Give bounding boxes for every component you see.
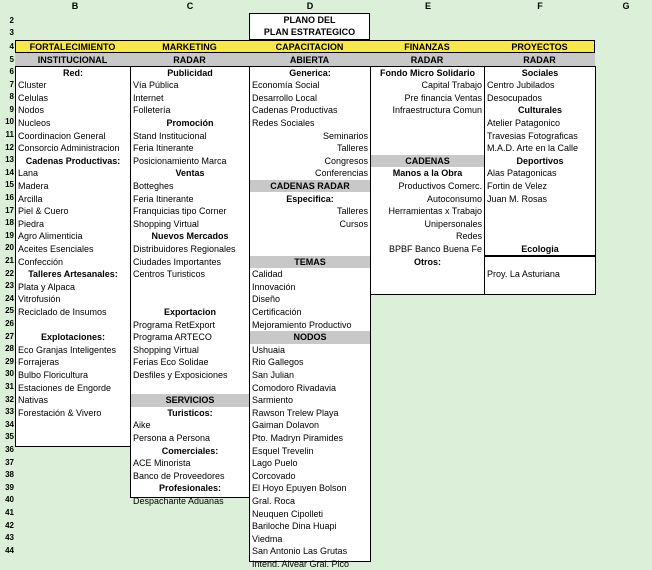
row-number[interactable]: 18 bbox=[5, 218, 14, 228]
cole-cell[interactable]: Productivos Comerc. bbox=[398, 180, 482, 191]
colc-cell[interactable]: Botteghes bbox=[133, 180, 174, 191]
cole-cell[interactable]: Pre financia Ventas bbox=[404, 92, 482, 103]
colf-cell[interactable]: Alas Patagonicas bbox=[487, 168, 557, 179]
colb-cell[interactable]: Forrajeras bbox=[18, 357, 60, 368]
colf-cell[interactable]: Culturales bbox=[517, 105, 562, 116]
row-number[interactable]: 10 bbox=[5, 117, 14, 127]
row-number[interactable]: 37 bbox=[5, 457, 14, 467]
colb-cell[interactable]: Consorcio Administracion bbox=[18, 143, 120, 154]
row-number[interactable]: 44 bbox=[5, 545, 14, 555]
row-number[interactable]: 39 bbox=[5, 482, 14, 492]
row5-f[interactable]: RADAR bbox=[523, 54, 556, 65]
colb-cell[interactable]: Piel & Cuero bbox=[18, 206, 69, 217]
colf-cell[interactable] bbox=[485, 230, 595, 243]
colb-cell[interactable] bbox=[16, 319, 130, 332]
row-number[interactable]: 32 bbox=[5, 394, 14, 404]
colb-cell[interactable]: Cluster bbox=[18, 80, 47, 91]
cole-cell[interactable]: Redes bbox=[455, 231, 482, 242]
cold-cell[interactable]: Sarmiento bbox=[252, 395, 294, 406]
col-header-b[interactable]: B bbox=[71, 1, 79, 11]
colf-cell[interactable]: Centro Jubilados bbox=[487, 80, 555, 91]
row-number[interactable]: 22 bbox=[5, 268, 14, 278]
row-number[interactable]: 34 bbox=[5, 419, 14, 429]
cole-cell[interactable]: CADENAS bbox=[371, 155, 484, 168]
cole-cell[interactable]: Autoconsumo bbox=[426, 193, 482, 204]
cold-cell[interactable]: Gaiman Dolavon bbox=[252, 420, 320, 431]
col-header-e[interactable]: E bbox=[424, 1, 431, 11]
colb-cell[interactable]: Red: bbox=[63, 67, 83, 78]
cold-cell[interactable]: Rawson Trelew Playa bbox=[252, 407, 339, 418]
colb-cell[interactable]: Estaciones de Engorde bbox=[18, 382, 112, 393]
colc-cell[interactable] bbox=[131, 293, 249, 306]
colc-cell[interactable]: Franquicias tipo Corner bbox=[133, 206, 227, 217]
cold-cell[interactable]: TEMAS bbox=[250, 256, 370, 269]
colb-cell[interactable]: Piedra bbox=[18, 218, 45, 229]
cold-cell[interactable]: Intend. Alvear Gral. Pico bbox=[252, 558, 350, 569]
cold-cell[interactable]: Desarrollo Local bbox=[252, 92, 318, 103]
cold-cell[interactable]: Esquel Trevelin bbox=[252, 445, 314, 456]
row5-b[interactable]: INSTITUCIONAL bbox=[37, 54, 108, 65]
colc-cell[interactable]: Programa RetExport bbox=[133, 319, 216, 330]
colc-cell[interactable]: Posicionamiento Marca bbox=[133, 155, 227, 166]
row-number[interactable]: 8 bbox=[9, 92, 14, 102]
cole-cell[interactable]: Infraestructura Comun bbox=[392, 105, 482, 116]
row-number[interactable]: 24 bbox=[5, 293, 14, 303]
cold-cell[interactable]: Bariloche Dina Huapi bbox=[252, 521, 337, 532]
colb-cell[interactable]: Madera bbox=[18, 180, 49, 191]
cold-cell[interactable]: San Antonio Las Grutas bbox=[252, 546, 348, 557]
colc-cell[interactable]: Vía Pública bbox=[133, 80, 179, 91]
colc-cell[interactable]: Ciudades Importantes bbox=[133, 256, 222, 267]
row4-e[interactable]: FINANZAS bbox=[404, 41, 450, 52]
colf-cell[interactable]: Fortin de Velez bbox=[487, 180, 548, 191]
cold-cell[interactable]: Rio Gallegos bbox=[252, 357, 304, 368]
colc-cell[interactable]: Distribuidores Regionales bbox=[133, 243, 236, 254]
colb-cell[interactable]: Nativas bbox=[18, 395, 49, 406]
colb-cell[interactable]: Bulbo Floricultura bbox=[18, 369, 89, 380]
colc-cell[interactable]: Exportacion bbox=[163, 306, 216, 317]
row-number[interactable]: 38 bbox=[5, 470, 14, 480]
colc-cell[interactable]: Ferias Eco Solidae bbox=[133, 357, 209, 368]
colb-cell[interactable]: Reciclado de Insumos bbox=[18, 306, 107, 317]
row-number[interactable]: 14 bbox=[5, 167, 14, 177]
cold-cell[interactable]: CADENAS RADAR bbox=[250, 180, 370, 193]
cold-cell[interactable]: Economía Social bbox=[252, 80, 320, 91]
cold-cell[interactable]: Generica: bbox=[289, 67, 331, 78]
colf-cell[interactable] bbox=[485, 218, 595, 231]
colc-cell[interactable]: ACE Minorista bbox=[133, 458, 191, 469]
row-number[interactable]: 33 bbox=[5, 407, 14, 417]
cold-cell[interactable]: San Julian bbox=[252, 369, 295, 380]
row4-d[interactable]: CAPACITACION bbox=[275, 41, 344, 52]
colf-cell[interactable] bbox=[485, 205, 595, 218]
row-number[interactable]: 15 bbox=[5, 180, 14, 190]
row-number[interactable]: 11 bbox=[5, 130, 14, 139]
colc-cell[interactable]: Feria Itinerante bbox=[133, 193, 194, 204]
row4-c[interactable]: MARKETING bbox=[162, 41, 217, 52]
colf-cell[interactable] bbox=[485, 256, 595, 269]
colb-cell[interactable]: Aceites Esenciales bbox=[18, 243, 94, 254]
row4-b[interactable]: FORTALECIMIENTO bbox=[29, 41, 116, 52]
row-number[interactable]: 20 bbox=[5, 243, 14, 253]
row-number[interactable]: 43 bbox=[5, 533, 14, 543]
row-number[interactable]: 7 bbox=[9, 79, 14, 89]
row4-f[interactable]: PROYECTOS bbox=[511, 41, 568, 52]
colc-cell[interactable]: Turisticos: bbox=[167, 407, 213, 418]
col-header-f[interactable]: F bbox=[537, 1, 543, 11]
row-number[interactable]: 25 bbox=[5, 306, 14, 316]
col-header-d[interactable]: D bbox=[306, 1, 314, 11]
colb-cell[interactable]: Cadenas Productivas: bbox=[25, 155, 121, 166]
row-number[interactable]: 2 bbox=[9, 16, 14, 25]
colc-cell[interactable]: Shopping Virtual bbox=[133, 218, 199, 229]
title-line-2: PLAN ESTRATEGICO bbox=[263, 27, 356, 37]
cold-cell[interactable]: Especifica: bbox=[286, 193, 334, 204]
cole-cell[interactable]: BPBF Banco Buena Fe bbox=[388, 243, 482, 254]
colc-cell[interactable]: Internet bbox=[133, 92, 164, 103]
colb-cell[interactable]: Arcilla bbox=[18, 193, 43, 204]
colf-cell[interactable]: Atelier Patagonico bbox=[487, 117, 561, 128]
row-number[interactable]: 27 bbox=[5, 331, 14, 341]
colc-cell[interactable]: Shopping Virtual bbox=[133, 344, 199, 355]
row-number[interactable]: 42 bbox=[5, 520, 14, 530]
cold-cell[interactable]: Pto. Madryn Piramides bbox=[252, 432, 344, 443]
cold-cell[interactable]: Mejoramiento Productivo bbox=[252, 319, 352, 330]
row5-c[interactable]: RADAR bbox=[173, 54, 206, 65]
cold-cell[interactable]: Diseño bbox=[252, 294, 281, 305]
colc-cell[interactable]: Aike bbox=[133, 420, 151, 431]
cole-cell[interactable] bbox=[371, 130, 484, 143]
cold-cell[interactable]: Cadenas Productivas bbox=[252, 105, 338, 116]
cold-cell[interactable] bbox=[250, 230, 370, 243]
colc-cell[interactable]: Banco de Proveedores bbox=[133, 470, 225, 481]
cole-cell[interactable] bbox=[371, 117, 484, 130]
colb-cell[interactable]: Vitrofusión bbox=[18, 294, 61, 305]
cold-cell[interactable]: Corcovado bbox=[252, 470, 296, 481]
colb-cell[interactable]: Talleres Artesanales: bbox=[28, 269, 118, 280]
colc-cell[interactable] bbox=[131, 382, 249, 395]
cold-cell[interactable]: Innovación bbox=[252, 281, 296, 292]
colc-cell[interactable]: SERVICIOS bbox=[131, 394, 249, 407]
row-number[interactable]: 28 bbox=[5, 344, 14, 354]
colb-cell[interactable]: Coordinacion General bbox=[18, 130, 106, 141]
colc-cell[interactable]: Folletería bbox=[133, 105, 171, 116]
colb-cell[interactable]: Lana bbox=[18, 168, 39, 179]
row-number[interactable]: 17 bbox=[5, 205, 14, 215]
col-header-c[interactable]: C bbox=[186, 1, 194, 11]
colb-cell[interactable]: Celulas bbox=[18, 92, 49, 103]
row-number[interactable]: 21 bbox=[5, 256, 14, 265]
colb-cell[interactable]: Forestación & Vivero bbox=[18, 407, 102, 418]
cold-cell[interactable]: Ushuaia bbox=[252, 344, 286, 355]
colf-cell[interactable]: M.A.D. Arte en la Calle bbox=[487, 143, 579, 154]
colc-cell[interactable]: Comerciales: bbox=[161, 445, 219, 456]
row-number[interactable]: 26 bbox=[5, 319, 14, 328]
colc-cell[interactable]: Feria Itinerante bbox=[133, 143, 194, 154]
row-number[interactable]: 40 bbox=[5, 495, 14, 505]
colf-cell[interactable]: Proy. La Asturiana bbox=[487, 269, 560, 280]
colc-cell[interactable]: Ventas bbox=[175, 168, 205, 179]
row5-d[interactable]: ABIERTA bbox=[289, 54, 330, 65]
colc-cell[interactable]: Desfiles y Exposiciones bbox=[133, 369, 228, 380]
cold-cell[interactable]: Gral. Roca bbox=[252, 495, 296, 506]
cole-cell[interactable]: Herramientas x Trabajo bbox=[388, 206, 482, 217]
col-header-g[interactable]: G bbox=[622, 1, 630, 11]
cold-cell[interactable]: Congresos bbox=[324, 155, 368, 166]
cole-cell[interactable]: Unipersonales bbox=[424, 218, 482, 229]
colb-cell[interactable]: Nodos bbox=[18, 105, 45, 116]
colb-cell[interactable]: Explotaciones: bbox=[40, 332, 105, 343]
colc-cell[interactable]: Publicidad bbox=[167, 67, 213, 78]
colc-cell[interactable]: Stand Institucional bbox=[133, 130, 207, 141]
colb-cell[interactable]: Plata y Alpaca bbox=[18, 281, 76, 292]
cold-cell[interactable]: Talleres bbox=[336, 143, 368, 154]
cole-cell[interactable]: Capital Trabajo bbox=[421, 80, 482, 91]
cole-cell[interactable]: Manos a la Obra bbox=[392, 168, 463, 179]
cold-cell[interactable]: Redes Sociales bbox=[252, 117, 315, 128]
colf-cell[interactable]: Deportivos bbox=[516, 155, 564, 166]
row-number[interactable]: 41 bbox=[5, 508, 14, 517]
row-number[interactable]: 23 bbox=[5, 281, 14, 291]
colb-cell[interactable]: Eco Granjas Inteligentes bbox=[18, 344, 117, 355]
colc-cell[interactable]: Programa ARTECO bbox=[133, 332, 212, 343]
cole-cell[interactable]: Fondo Micro Solidario bbox=[380, 67, 475, 78]
colf-cell[interactable]: Ecologia bbox=[521, 243, 559, 254]
cold-cell[interactable]: NODOS bbox=[250, 331, 370, 344]
row-number[interactable]: 12 bbox=[5, 142, 14, 152]
row-number[interactable]: 30 bbox=[5, 369, 14, 379]
cold-cell[interactable]: Seminarios bbox=[322, 130, 368, 141]
cold-cell[interactable] bbox=[250, 243, 370, 256]
colc-cell[interactable]: Nuevos Mercados bbox=[151, 231, 229, 242]
colf-cell[interactable]: Desocupados bbox=[487, 92, 543, 103]
cold-cell[interactable]: Comodoro Rivadavia bbox=[252, 382, 337, 393]
cold-cell[interactable]: Lago Puelo bbox=[252, 458, 298, 469]
cold-cell[interactable]: Conferencias bbox=[314, 168, 368, 179]
row5-e[interactable]: RADAR bbox=[410, 54, 444, 65]
row-number[interactable]: 4 bbox=[9, 41, 14, 51]
cold-cell[interactable]: Viedma bbox=[252, 533, 283, 544]
colf-cell[interactable]: Juan M. Rosas bbox=[487, 193, 548, 204]
title-line-1: PLANO DEL bbox=[283, 15, 336, 25]
row-number[interactable]: 6 bbox=[9, 67, 14, 76]
colc-cell[interactable]: Persona a Persona bbox=[133, 432, 211, 443]
colc-cell[interactable]: Profesionales: bbox=[158, 483, 222, 494]
colc-cell[interactable]: Despachante Aduanas bbox=[133, 495, 224, 506]
row-number[interactable]: 13 bbox=[5, 155, 14, 165]
colf-cell[interactable]: Sociales bbox=[521, 67, 559, 78]
row-number[interactable]: 19 bbox=[5, 230, 14, 240]
row-number[interactable]: 16 bbox=[5, 193, 14, 202]
cold-cell[interactable]: El Hoyo Epuyen Bolson bbox=[252, 483, 347, 494]
row-number[interactable]: 3 bbox=[9, 28, 14, 37]
row-number[interactable]: 36 bbox=[5, 445, 14, 454]
cold-cell[interactable]: Neuquen Cipolleti bbox=[252, 508, 324, 519]
colb-cell[interactable]: Agro Alimenticia bbox=[18, 231, 83, 242]
row-number[interactable]: 29 bbox=[5, 356, 14, 366]
row-number[interactable]: 31 bbox=[5, 382, 14, 391]
cole-cell[interactable] bbox=[371, 142, 484, 155]
colc-cell[interactable]: Promoción bbox=[166, 117, 214, 128]
cold-cell[interactable]: Certificación bbox=[252, 306, 302, 317]
colb-cell[interactable]: Confección bbox=[18, 256, 64, 267]
colb-cell[interactable]: Nucleos bbox=[18, 117, 51, 128]
cold-cell[interactable]: Talleres bbox=[336, 206, 368, 217]
colf-cell[interactable]: Travesias Fotograficas bbox=[487, 130, 578, 141]
cole-cell[interactable]: Otros: bbox=[414, 256, 441, 267]
colc-cell[interactable]: Centros Turisticos bbox=[133, 269, 206, 280]
cold-cell[interactable]: Calidad bbox=[252, 269, 283, 280]
cold-cell[interactable]: Cursos bbox=[339, 218, 368, 229]
row-number[interactable]: 5 bbox=[9, 54, 14, 64]
colc-cell[interactable] bbox=[131, 281, 249, 294]
row-number[interactable]: 35 bbox=[5, 432, 14, 442]
row-number[interactable]: 9 bbox=[9, 104, 14, 114]
